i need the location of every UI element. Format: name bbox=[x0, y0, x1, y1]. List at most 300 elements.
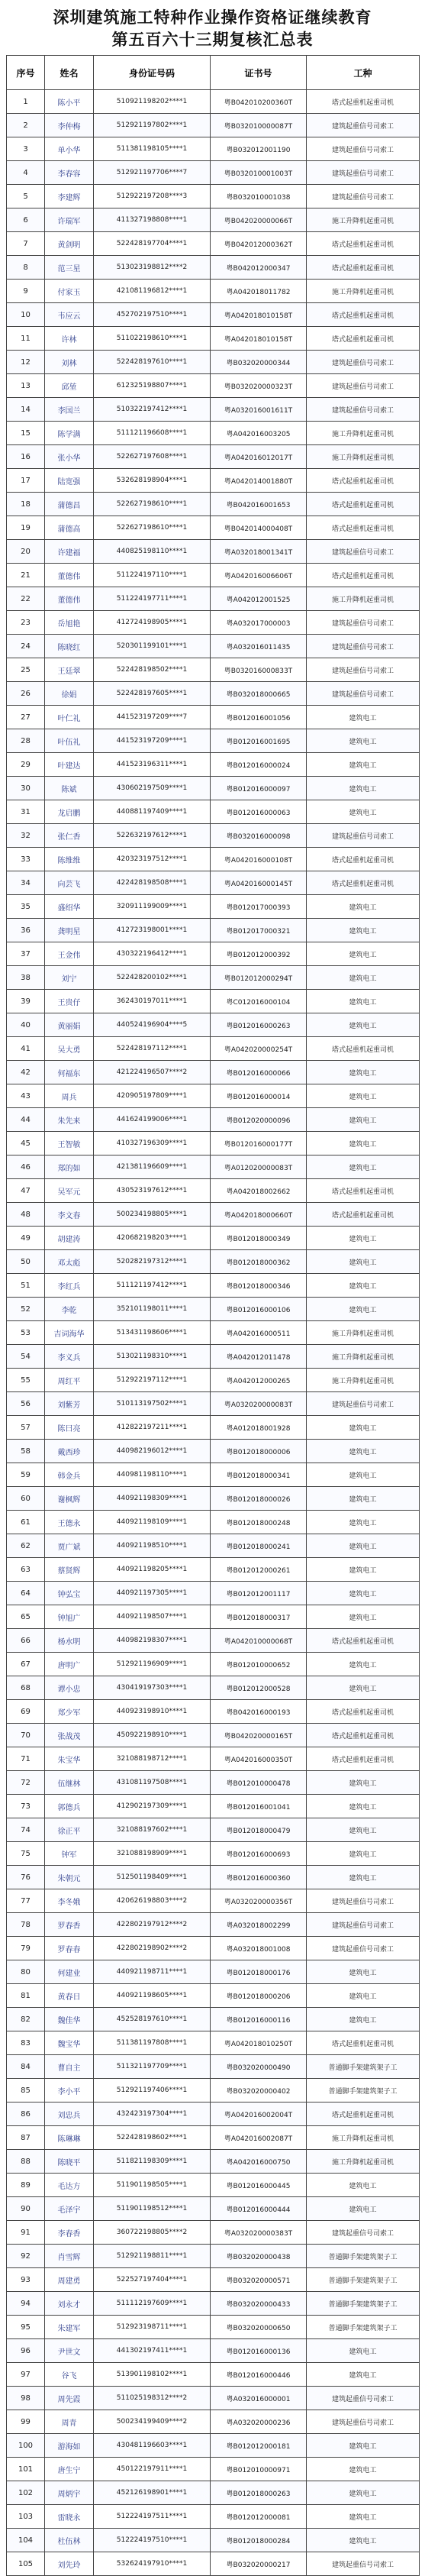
cell-id-number: 440921197305****1 bbox=[94, 1582, 211, 1605]
cell-name: 蒲德高 bbox=[45, 516, 94, 540]
cell-index: 99 bbox=[7, 2410, 45, 2434]
cell-job-type: 塔式起重机起重司机 bbox=[307, 1037, 420, 1061]
cell-name: 尹世文 bbox=[45, 2339, 94, 2363]
cell-index: 57 bbox=[7, 1416, 45, 1440]
cell-job-type: 普通脚手架建筑架子工 bbox=[307, 2268, 420, 2292]
cell-certificate-number: 粤B012010000478 bbox=[211, 1771, 307, 1795]
cell-id-number: 511381198105****1 bbox=[94, 137, 211, 161]
table-row bbox=[7, 1369, 420, 1392]
table-row bbox=[7, 1321, 420, 1345]
table-row bbox=[7, 1132, 420, 1155]
table-row bbox=[7, 2458, 420, 2481]
cell-index: 54 bbox=[7, 1345, 45, 1369]
cell-index: 50 bbox=[7, 1250, 45, 1274]
cell-certificate-number: 粤A032018001341T bbox=[211, 540, 307, 564]
cell-id-number: 321088198712****1 bbox=[94, 1747, 211, 1771]
cell-job-type: 施工升降机起重司机 bbox=[307, 1369, 420, 1392]
cell-certificate-number: 粤B012018000026 bbox=[211, 1487, 307, 1511]
cell-index: 86 bbox=[7, 2102, 45, 2126]
cell-certificate-number: 粤A042014001880T bbox=[211, 469, 307, 493]
cell-id-number: 440981198110****1 bbox=[94, 1463, 211, 1487]
roster-table bbox=[6, 55, 420, 2576]
cell-id-number: 522428200102****1 bbox=[94, 966, 211, 990]
table-row bbox=[7, 114, 420, 137]
cell-job-type: 建筑电工 bbox=[307, 2529, 420, 2552]
cell-certificate-number: 粤B032018000665 bbox=[211, 682, 307, 706]
cell-certificate-number: 粤A042016000108T bbox=[211, 848, 307, 871]
cell-id-number: 512921197706****7 bbox=[94, 161, 211, 185]
cell-certificate-number: 粤B012016000063 bbox=[211, 800, 307, 824]
cell-name: 李小平 bbox=[45, 2079, 94, 2102]
cell-id-number: 352101198011****1 bbox=[94, 1298, 211, 1321]
cell-job-type: 建筑电工 bbox=[307, 1676, 420, 1700]
cell-name: 郑的如 bbox=[45, 1155, 94, 1179]
cell-job-type: 塔式起重机起重司机 bbox=[307, 564, 420, 587]
cell-certificate-number: 粤B012018000263 bbox=[211, 2481, 307, 2505]
table-row bbox=[7, 2055, 420, 2079]
cell-certificate-number: 粤A042016002087T bbox=[211, 2126, 307, 2150]
cell-name: 朱建军 bbox=[45, 2316, 94, 2339]
table-row bbox=[7, 1960, 420, 1984]
cell-index: 79 bbox=[7, 1937, 45, 1960]
cell-certificate-number: 粤A032020000083T bbox=[211, 1392, 307, 1416]
cell-index: 20 bbox=[7, 540, 45, 564]
cell-id-number: 522627197608****1 bbox=[94, 445, 211, 469]
table-row bbox=[7, 232, 420, 256]
cell-certificate-number: 粤B032020000323T bbox=[211, 374, 307, 398]
cell-name: 刘永才 bbox=[45, 2292, 94, 2316]
cell-name: 陆宽强 bbox=[45, 469, 94, 493]
cell-index: 10 bbox=[7, 303, 45, 327]
cell-certificate-number: 粤B032010000087T bbox=[211, 114, 307, 137]
cell-id-number: 511025198312****2 bbox=[94, 2387, 211, 2410]
cell-name: 叶仁礼 bbox=[45, 706, 94, 729]
cell-index: 21 bbox=[7, 564, 45, 587]
cell-job-type: 建筑起重信号司索工 bbox=[307, 1937, 420, 1960]
cell-job-type: 塔式起重机起重司机 bbox=[307, 90, 420, 114]
cell-name: 谢枫辉 bbox=[45, 1487, 94, 1511]
cell-job-type: 建筑电工 bbox=[307, 1511, 420, 1534]
cell-certificate-number: 粤A042012011478 bbox=[211, 1345, 307, 1369]
cell-job-type: 建筑电工 bbox=[307, 800, 420, 824]
cell-id-number: 432423197304****1 bbox=[94, 2102, 211, 2126]
table-row bbox=[7, 1889, 420, 1913]
cell-certificate-number: 粤B012018000346 bbox=[211, 1274, 307, 1298]
cell-name: 钟旭广 bbox=[45, 1605, 94, 1629]
table-row bbox=[7, 2079, 420, 2102]
header-index: 序号 bbox=[7, 56, 45, 90]
cell-certificate-number: 粤B012016000024 bbox=[211, 753, 307, 777]
cell-job-type: 建筑电工 bbox=[307, 966, 420, 990]
cell-name: 李文春 bbox=[45, 1203, 94, 1227]
cell-name: 李乾 bbox=[45, 1298, 94, 1321]
cell-job-type: 建筑电工 bbox=[307, 706, 420, 729]
table-row bbox=[7, 137, 420, 161]
cell-index: 36 bbox=[7, 919, 45, 942]
cell-index: 77 bbox=[7, 1889, 45, 1913]
cell-job-type: 普通脚手架建筑架子工 bbox=[307, 2079, 420, 2102]
table-row bbox=[7, 493, 420, 516]
table-row bbox=[7, 871, 420, 895]
cell-certificate-number: 粤B012018000479 bbox=[211, 1818, 307, 1842]
cell-job-type: 建筑起重信号司索工 bbox=[307, 2552, 420, 2576]
cell-name: 徐正平 bbox=[45, 1818, 94, 1842]
cell-index: 58 bbox=[7, 1440, 45, 1463]
table-row bbox=[7, 1605, 420, 1629]
table-row bbox=[7, 1842, 420, 1866]
cell-index: 40 bbox=[7, 1013, 45, 1037]
cell-index: 84 bbox=[7, 2055, 45, 2079]
table-row bbox=[7, 2221, 420, 2245]
table-row bbox=[7, 422, 420, 445]
cell-job-type: 施工升降机起重司机 bbox=[307, 422, 420, 445]
cell-index: 88 bbox=[7, 2150, 45, 2174]
cell-job-type: 建筑电工 bbox=[307, 942, 420, 966]
cell-id-number: 420626198803****2 bbox=[94, 1889, 211, 1913]
header-job-type: 工种 bbox=[307, 56, 420, 90]
cell-name: 李仲梅 bbox=[45, 114, 94, 137]
cell-certificate-number: 粤B012010000652 bbox=[211, 1653, 307, 1676]
cell-certificate-number: 粤A032020000383T bbox=[211, 2221, 307, 2245]
cell-id-number: 512921198811****1 bbox=[94, 2245, 211, 2268]
cell-certificate-number: 粤B012016000136 bbox=[211, 2339, 307, 2363]
table-row bbox=[7, 658, 420, 682]
table-row bbox=[7, 374, 420, 398]
cell-certificate-number: 粤A012020000083T bbox=[211, 1155, 307, 1179]
cell-index: 39 bbox=[7, 990, 45, 1013]
cell-id-number: 421224196507****2 bbox=[94, 1061, 211, 1084]
cell-id-number: 440524196904****5 bbox=[94, 1013, 211, 1037]
table-row bbox=[7, 2481, 420, 2505]
cell-name: 杜伍林 bbox=[45, 2529, 94, 2552]
cell-job-type: 塔式起重机起重司机 bbox=[307, 2102, 420, 2126]
cell-certificate-number: 粤B012012000528 bbox=[211, 1676, 307, 1700]
cell-job-type: 普通脚手架建筑架子工 bbox=[307, 2292, 420, 2316]
cell-id-number: 513901198102****1 bbox=[94, 2363, 211, 2387]
cell-id-number: 511121196608****1 bbox=[94, 422, 211, 445]
cell-id-number: 532624197910****1 bbox=[94, 2552, 211, 2576]
cell-index: 41 bbox=[7, 1037, 45, 1061]
table-row bbox=[7, 1724, 420, 1747]
cell-job-type: 施工升降机起重司机 bbox=[307, 1345, 420, 1369]
table-row bbox=[7, 1913, 420, 1937]
table-row bbox=[7, 2126, 420, 2150]
cell-name: 邓太彪 bbox=[45, 1250, 94, 1274]
cell-name: 周青 bbox=[45, 2410, 94, 2434]
roster-body bbox=[7, 90, 420, 2576]
cell-index: 34 bbox=[7, 871, 45, 895]
table-row bbox=[7, 824, 420, 848]
cell-index: 38 bbox=[7, 966, 45, 990]
cell-certificate-number: 粤B032012001190 bbox=[211, 137, 307, 161]
cell-certificate-number: 粤B012016000444 bbox=[211, 2197, 307, 2221]
cell-name: 韦应云 bbox=[45, 303, 94, 327]
cell-certificate-number: 粤A032018001008 bbox=[211, 1937, 307, 1960]
cell-job-type: 建筑电工 bbox=[307, 895, 420, 919]
cell-name: 魏佳华 bbox=[45, 2008, 94, 2031]
cell-id-number: 522428198502****1 bbox=[94, 658, 211, 682]
table-row bbox=[7, 1440, 420, 1463]
cell-job-type: 建筑电工 bbox=[307, 1866, 420, 1889]
cell-certificate-number: 粤B032020000490 bbox=[211, 2055, 307, 2079]
cell-certificate-number: 粤B012016000066 bbox=[211, 1061, 307, 1084]
cell-certificate-number: 粤A042016000350T bbox=[211, 1747, 307, 1771]
cell-index: 95 bbox=[7, 2316, 45, 2339]
cell-id-number: 522428197605****1 bbox=[94, 682, 211, 706]
cell-index: 45 bbox=[7, 1132, 45, 1155]
cell-index: 59 bbox=[7, 1463, 45, 1487]
table-row bbox=[7, 942, 420, 966]
cell-certificate-number: 粤B012018000248 bbox=[211, 1511, 307, 1534]
cell-job-type: 建筑电工 bbox=[307, 1061, 420, 1084]
cell-job-type: 塔式起重机起重司机 bbox=[307, 848, 420, 871]
cell-name: 陈斌 bbox=[45, 777, 94, 800]
cell-job-type: 建筑起重信号司索工 bbox=[307, 2410, 420, 2434]
cell-index: 65 bbox=[7, 1605, 45, 1629]
cell-job-type: 建筑电工 bbox=[307, 1487, 420, 1511]
cell-certificate-number: 粤B012016000116 bbox=[211, 2008, 307, 2031]
cell-certificate-number: 粤B012018000362 bbox=[211, 1250, 307, 1274]
cell-id-number: 421081196812****1 bbox=[94, 280, 211, 303]
cell-id-number: 522632197612****1 bbox=[94, 824, 211, 848]
table-row bbox=[7, 1984, 420, 2008]
cell-job-type: 建筑电工 bbox=[307, 1605, 420, 1629]
cell-id-number: 511901198512****1 bbox=[94, 2197, 211, 2221]
cell-id-number: 412724198905****1 bbox=[94, 611, 211, 635]
cell-id-number: 511821198309****1 bbox=[94, 2150, 211, 2174]
cell-id-number: 522428197112****1 bbox=[94, 1037, 211, 1061]
cell-index: 18 bbox=[7, 493, 45, 516]
cell-certificate-number: 粤B012018000241 bbox=[211, 1534, 307, 1558]
cell-id-number: 321088198909****1 bbox=[94, 1842, 211, 1866]
cell-certificate-number: 粤B012018000284 bbox=[211, 2529, 307, 2552]
cell-certificate-number: 粤B032020000438 bbox=[211, 2245, 307, 2268]
cell-id-number: 511112197609****1 bbox=[94, 2292, 211, 2316]
cell-certificate-number: 粤B012018000176 bbox=[211, 1960, 307, 1984]
cell-index: 73 bbox=[7, 1795, 45, 1818]
cell-job-type: 建筑电工 bbox=[307, 2481, 420, 2505]
cell-index: 92 bbox=[7, 2245, 45, 2268]
header-id-number: 身份证号码 bbox=[94, 56, 211, 90]
cell-certificate-number: 粤A042018010158T bbox=[211, 327, 307, 351]
cell-id-number: 500234199409****2 bbox=[94, 2410, 211, 2434]
cell-certificate-number: 粤A012018001928 bbox=[211, 1416, 307, 1440]
table-row bbox=[7, 1866, 420, 1889]
cell-job-type: 建筑起重信号司索工 bbox=[307, 611, 420, 635]
cell-name: 王德永 bbox=[45, 1511, 94, 1534]
cell-certificate-number: 粤A032016011435 bbox=[211, 635, 307, 658]
cell-certificate-number: 粤B032020000571 bbox=[211, 2268, 307, 2292]
cell-index: 76 bbox=[7, 1866, 45, 1889]
cell-job-type: 塔式起重机起重司机 bbox=[307, 1629, 420, 1653]
cell-index: 43 bbox=[7, 1084, 45, 1108]
cell-certificate-number: 粤B042012000362T bbox=[211, 232, 307, 256]
cell-name: 李红兵 bbox=[45, 1274, 94, 1298]
cell-name: 叶伍礼 bbox=[45, 729, 94, 753]
cell-id-number: 420682198203****1 bbox=[94, 1227, 211, 1250]
cell-certificate-number: 粤A042018011782 bbox=[211, 280, 307, 303]
cell-index: 26 bbox=[7, 682, 45, 706]
cell-name: 吉词海华 bbox=[45, 1321, 94, 1345]
cell-index: 61 bbox=[7, 1511, 45, 1534]
cell-certificate-number: 粤B012016000014 bbox=[211, 1084, 307, 1108]
cell-id-number: 513431198606****1 bbox=[94, 1321, 211, 1345]
table-row bbox=[7, 800, 420, 824]
cell-certificate-number: 粤B042016001653 bbox=[211, 493, 307, 516]
cell-id-number: 512923198711****1 bbox=[94, 2316, 211, 2339]
cell-id-number: 440921198510****1 bbox=[94, 1534, 211, 1558]
cell-id-number: 411327198808****1 bbox=[94, 208, 211, 232]
cell-id-number: 522627198610****1 bbox=[94, 493, 211, 516]
cell-job-type: 建筑电工 bbox=[307, 753, 420, 777]
cell-id-number: 510113197502****1 bbox=[94, 1392, 211, 1416]
cell-name: 周炳宇 bbox=[45, 2481, 94, 2505]
cell-job-type: 建筑电工 bbox=[307, 1582, 420, 1605]
table-row bbox=[7, 895, 420, 919]
cell-name: 王廷翠 bbox=[45, 658, 94, 682]
cell-index: 87 bbox=[7, 2126, 45, 2150]
cell-index: 46 bbox=[7, 1155, 45, 1179]
cell-name: 陈学满 bbox=[45, 422, 94, 445]
cell-certificate-number: 粤B042020000165T bbox=[211, 1724, 307, 1747]
cell-name: 付家玉 bbox=[45, 280, 94, 303]
cell-job-type: 塔式起重机起重司机 bbox=[307, 1203, 420, 1227]
cell-id-number: 511321197709****1 bbox=[94, 2055, 211, 2079]
cell-name: 曹自主 bbox=[45, 2055, 94, 2079]
cell-name: 胡建涛 bbox=[45, 1227, 94, 1250]
cell-job-type: 塔式起重机起重司机 bbox=[307, 469, 420, 493]
table-row bbox=[7, 1013, 420, 1037]
cell-index: 98 bbox=[7, 2387, 45, 2410]
cell-id-number: 440982196012****1 bbox=[94, 1440, 211, 1463]
table-row bbox=[7, 1037, 420, 1061]
cell-certificate-number: 粤B032010001003T bbox=[211, 161, 307, 185]
cell-id-number: 430322196412****1 bbox=[94, 942, 211, 966]
cell-certificate-number: 粤B012016000177T bbox=[211, 1132, 307, 1155]
cell-job-type: 建筑起重信号司索工 bbox=[307, 398, 420, 422]
cell-job-type: 普通脚手架建筑架子工 bbox=[307, 2055, 420, 2079]
title-line-2: 第五百六十三期复核汇总表 bbox=[111, 30, 314, 49]
cell-certificate-number: 粤B012010000971 bbox=[211, 2458, 307, 2481]
cell-job-type: 建筑电工 bbox=[307, 1653, 420, 1676]
cell-job-type: 建筑起重信号司索工 bbox=[307, 351, 420, 374]
cell-job-type: 建筑起重信号司索工 bbox=[307, 137, 420, 161]
cell-id-number: 522428197610****1 bbox=[94, 351, 211, 374]
cell-name: 何建业 bbox=[45, 1960, 94, 1984]
table-row bbox=[7, 1108, 420, 1132]
table-row bbox=[7, 2008, 420, 2031]
cell-certificate-number: 粤B012016000360 bbox=[211, 1866, 307, 1889]
cell-index: 101 bbox=[7, 2458, 45, 2481]
cell-id-number: 410327196309****1 bbox=[94, 1132, 211, 1155]
cell-job-type: 建筑电工 bbox=[307, 1084, 420, 1108]
cell-job-type: 塔式起重机起重司机 bbox=[307, 1747, 420, 1771]
table-row bbox=[7, 469, 420, 493]
cell-id-number: 512224197511****1 bbox=[94, 2505, 211, 2529]
cell-certificate-number: 粤B012016000693 bbox=[211, 1842, 307, 1866]
cell-job-type: 建筑电工 bbox=[307, 1274, 420, 1298]
cell-name: 盛绍华 bbox=[45, 895, 94, 919]
cell-job-type: 塔式起重机起重司机 bbox=[307, 2031, 420, 2055]
cell-certificate-number: 粤B032020000433 bbox=[211, 2292, 307, 2316]
cell-job-type: 塔式起重机起重司机 bbox=[307, 1179, 420, 1203]
cell-index: 51 bbox=[7, 1274, 45, 1298]
table-row bbox=[7, 729, 420, 753]
table-row bbox=[7, 185, 420, 208]
table-row bbox=[7, 351, 420, 374]
cell-job-type: 建筑电工 bbox=[307, 1250, 420, 1274]
cell-certificate-number: 粤B012012000261 bbox=[211, 1558, 307, 1582]
cell-index: 25 bbox=[7, 658, 45, 682]
table-row bbox=[7, 2505, 420, 2529]
cell-id-number: 441523197209****7 bbox=[94, 706, 211, 729]
cell-name: 许林 bbox=[45, 327, 94, 351]
cell-certificate-number: 粤A032016000001 bbox=[211, 2387, 307, 2410]
table-row bbox=[7, 1227, 420, 1250]
cell-certificate-number: 粤B032020000344 bbox=[211, 351, 307, 374]
table-row bbox=[7, 564, 420, 587]
cell-id-number: 511901198505****1 bbox=[94, 2174, 211, 2197]
cell-job-type: 建筑电工 bbox=[307, 777, 420, 800]
cell-job-type: 施工升降机起重司机 bbox=[307, 587, 420, 611]
cell-index: 16 bbox=[7, 445, 45, 469]
cell-name: 刘紫芳 bbox=[45, 1392, 94, 1416]
table-row bbox=[7, 1298, 420, 1321]
cell-index: 62 bbox=[7, 1534, 45, 1558]
cell-certificate-number: 粤A032020000356T bbox=[211, 1889, 307, 1913]
document-title bbox=[6, 6, 419, 50]
cell-id-number: 450122197911****1 bbox=[94, 2458, 211, 2481]
cell-name: 李建辉 bbox=[45, 185, 94, 208]
cell-name: 董德伟 bbox=[45, 564, 94, 587]
cell-job-type: 建筑电工 bbox=[307, 1132, 420, 1155]
cell-index: 90 bbox=[7, 2197, 45, 2221]
cell-id-number: 450922198910****1 bbox=[94, 1724, 211, 1747]
cell-name: 范三星 bbox=[45, 256, 94, 280]
cell-index: 33 bbox=[7, 848, 45, 871]
cell-id-number: 360722198805****2 bbox=[94, 2221, 211, 2245]
cell-id-number: 520301199101****1 bbox=[94, 635, 211, 658]
cell-index: 60 bbox=[7, 1487, 45, 1511]
cell-id-number: 441523196311****1 bbox=[94, 753, 211, 777]
cell-job-type: 建筑电工 bbox=[307, 2008, 420, 2031]
cell-job-type: 建筑电工 bbox=[307, 1155, 420, 1179]
cell-index: 23 bbox=[7, 611, 45, 635]
cell-job-type: 建筑电工 bbox=[307, 2458, 420, 2481]
cell-id-number: 422802198902****2 bbox=[94, 1937, 211, 1960]
cell-id-number: 430481196603****1 bbox=[94, 2434, 211, 2458]
cell-job-type: 建筑电工 bbox=[307, 2363, 420, 2387]
cell-index: 67 bbox=[7, 1653, 45, 1676]
table-row bbox=[7, 2102, 420, 2126]
cell-certificate-number: 粤A042018010158T bbox=[211, 303, 307, 327]
cell-index: 27 bbox=[7, 706, 45, 729]
cell-id-number: 522627198610****1 bbox=[94, 516, 211, 540]
table-row bbox=[7, 516, 420, 540]
cell-index: 80 bbox=[7, 1960, 45, 1984]
table-row bbox=[7, 445, 420, 469]
cell-name: 郭德兵 bbox=[45, 1795, 94, 1818]
cell-index: 66 bbox=[7, 1629, 45, 1653]
cell-id-number: 512922197112****1 bbox=[94, 1369, 211, 1392]
table-row bbox=[7, 1392, 420, 1416]
table-row bbox=[7, 398, 420, 422]
cell-id-number: 422802197912****2 bbox=[94, 1913, 211, 1937]
cell-name: 陈曰亮 bbox=[45, 1416, 94, 1440]
cell-index: 4 bbox=[7, 161, 45, 185]
cell-job-type: 建筑起重信号司索工 bbox=[307, 682, 420, 706]
cell-name: 伍继林 bbox=[45, 1771, 94, 1795]
